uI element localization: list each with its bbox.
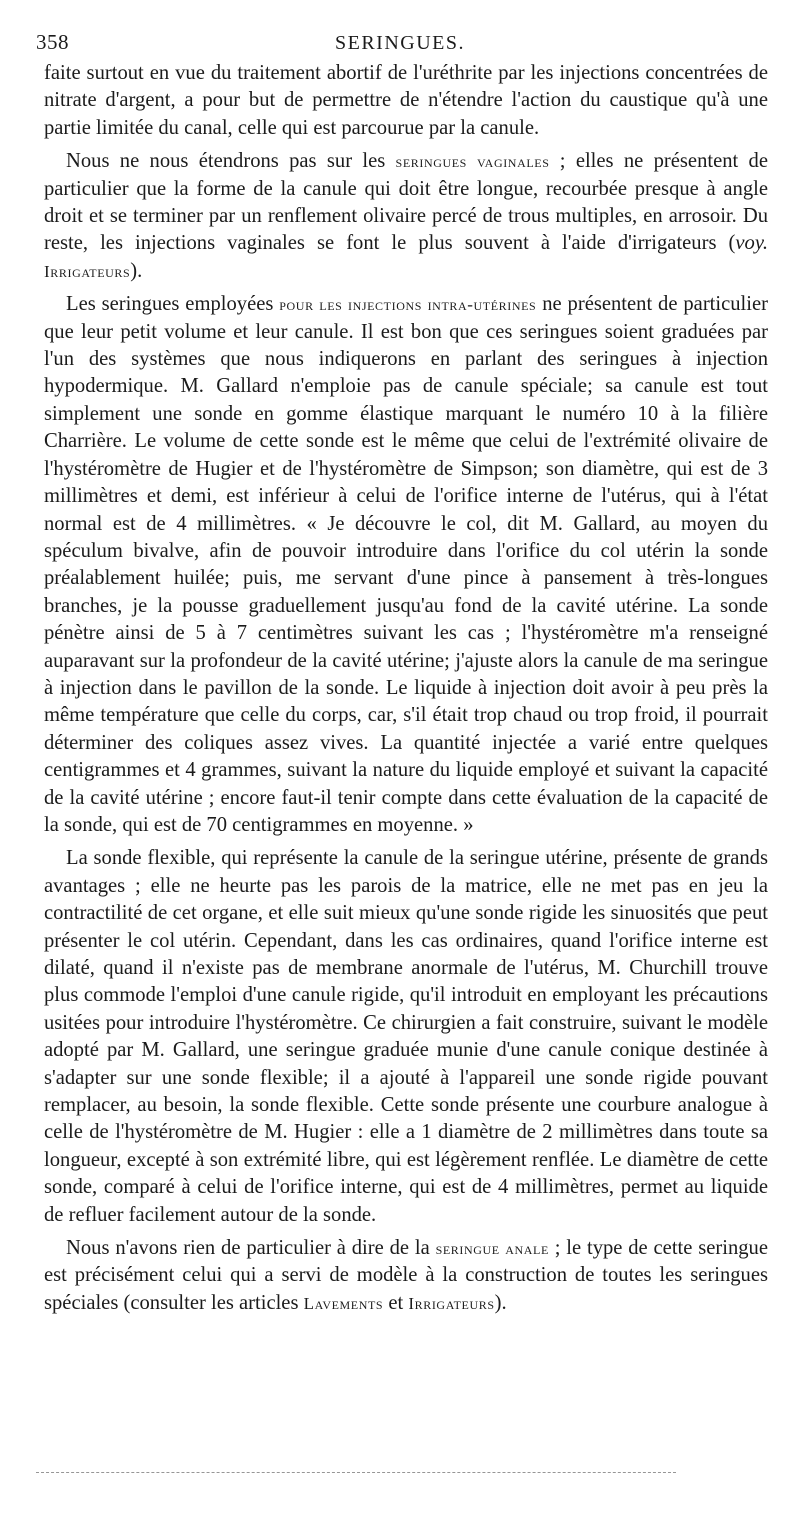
- small-caps-term: Irrigateurs: [408, 1293, 495, 1313]
- text-run: ne présentent de particulier que leur petit volume et leur canule. Il est bon que ces seringues soient graduées par l'un des systèmes que nous indiquerons en parlant des seringues à injection hypodermique. M. Gallard n'emploie pas de canule spéciale; sa canule est tout simplement une sonde en gomme élastique marquant le numéro 10 à la filière Charrière. Le volume de cette sonde est le même que celui de l'extrémité olivaire de l'hystéromètre de Hugier et de l'hystéromètre de Simpson; son diamètre, qui est de 3 millimètres et demi, est inférieur à celui de l'orifice interne de l'utérus, qui à l'état normal est de 4 millimètres. « Je découvre le col, dit M. Gallard, au moyen du spéculum bivalve, afin de pouvoir introduire dans l'orifice du col utérin la sonde préalablement huilée; puis, me servant d'une pince à pansement à très-longues branches, je la pousse graduellement jusqu'au fond de la cavité utérine. La sonde pénètre ainsi de 5 à 7 centimètres suivant les cas ; l'hystéromètre m'a renseigné auparavant sur la profondeur de la cavité utérine; j'ajuste alors la canule de ma seringue à injection dans le pavillon de la sonde. Le liquide à injection doit avoir à peu près la même température que celle du corps, car, s'il était trop chaud ou trop froid, il pourrait déterminer des coliques assez vives. La quantité injectée a varié entre quelques centigrammes et 4 grammes, suivant la nature du liquide employé et suivant la capacité de la cavité utérine ; encore faut-il tenir compte dans cette évaluation de la capacité de la sonde, qui est de 70 centigrammes en moyenne. »: [44, 293, 769, 836]
- paragraph-text: faite surtout en vue du traitement abortif de l'uréthrite par les injections concentrées de nitrate d'argent, a pour but de permettre de n'étendre l'action du caustique qu'à une partie limitée du canal, celle qui est parcourue par la canule.: [44, 62, 768, 139]
- text-run: Nous n'avons rien de particulier à dire de la: [66, 1237, 436, 1260]
- page-number: 358: [36, 30, 69, 54]
- text-run: et: [383, 1291, 409, 1314]
- footer-dotted-rule: [36, 1472, 676, 1473]
- small-caps-term: Irrigateurs: [44, 261, 131, 281]
- small-caps-term: seringue anale: [435, 1239, 549, 1259]
- text-run: Les seringues employées: [66, 293, 280, 316]
- italic-term: voy.: [735, 232, 768, 255]
- small-caps-term: Lavements: [303, 1293, 384, 1313]
- paragraph-intrauterine-syringes: [44, 291, 768, 839]
- text-run: ).: [130, 259, 143, 282]
- paragraph-text: La sonde flexible, qui représente la canule de la seringue utérine, présente de grands avantages ; elle ne heurte pas les parois de la matrice, elle ne met pas en jeu la contractilité de cet organe, et elle suit mieux qu'une sonde rigide les sinuosités que peut présenter le col utérin. Cependant, dans les cas ordinaires, quand l'orifice interne est dilaté, quand il n'existe pas de membrane anormale de l'utérus, M. Churchill trouve plus commode l'emploi d'une canule rigide, qu'il introduit en employant les précautions usitées pour introduire l'hystéromètre. Ce chirurgien a fait construire, suivant le modèle adopté par M. Gallard, une seringue graduée munie d'une canule conique destinée à s'adapter sur une sonde flexible; il a ajouté à l'appareil une sonde rigide pouvant remplacer, au besoin, la sonde flexible. Cette sonde présente une courbure analogue à celle de l'hystéromètre de M. Hugier : elle a 1 diamètre de 2 millimètres dans toute sa longueur, excepté à son extrémité libre, qui est légèrement renflée. Le diamètre de cette sonde, comparé à celui de l'orifice interne, qui est de 4 millimètres, permet au liquide de refluer facilement autour de la sonde.: [44, 847, 768, 1226]
- paragraph-flexible-probe: [44, 845, 768, 1229]
- running-head: SERINGUES.: [334, 32, 465, 54]
- text-run: ; le type de cette seringue est précisément celui qui a servi de modèle à la construction de toutes les seringues spéciales (consulter les articles: [44, 1237, 768, 1314]
- body-text: [44, 60, 768, 1323]
- text-run: ).: [494, 1291, 507, 1314]
- small-caps-term: seringues vaginales: [395, 152, 550, 172]
- paragraph-anal-syringe: [44, 1235, 768, 1317]
- paragraph-continuation: [44, 60, 768, 142]
- text-run: Nous ne nous étendrons pas sur les: [66, 150, 396, 173]
- text-run: ; elles ne présentent de particulier que la forme de la canule qui doit être longue, recourbée presque à angle droit et se terminer par un renflement olivaire percé de trous multiples, en arrosoir. Du reste, les injections vaginales se font le plus souvent à l'aide d'irrigateurs (: [44, 150, 768, 255]
- paragraph-vaginal-syringes: [44, 148, 768, 285]
- small-caps-term: pour les injections intra-utérines: [279, 295, 537, 315]
